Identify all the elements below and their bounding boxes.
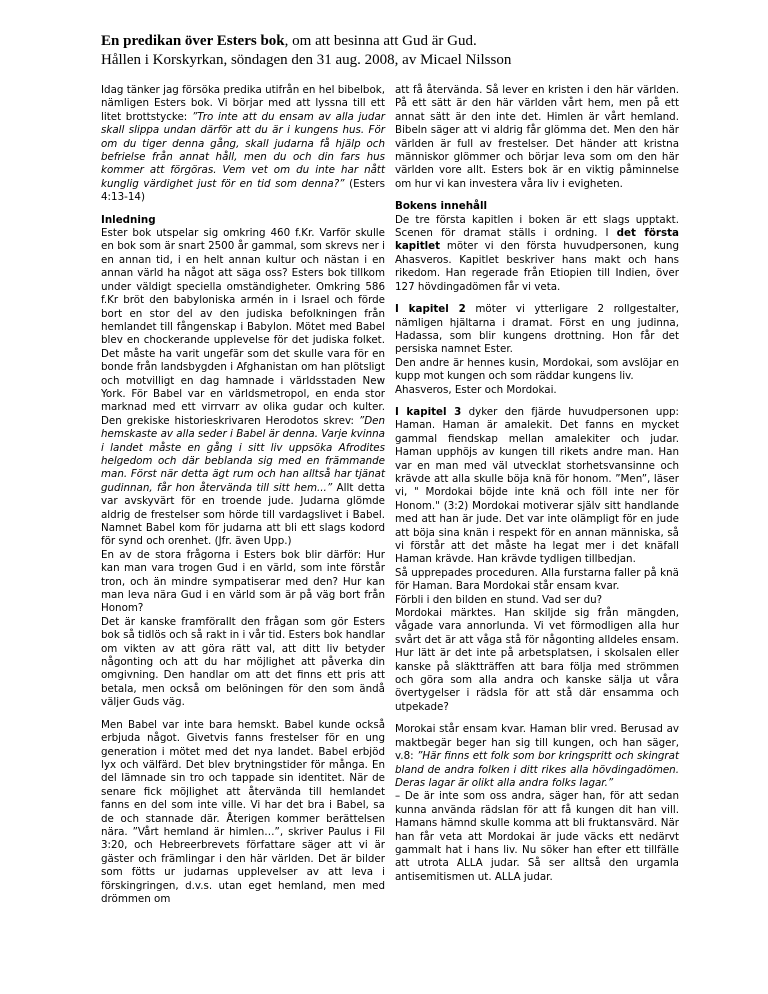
timeless-paragraph: Det är kanske framförallt den frågan som gör Esters bok så tidlös och så rakt in i vår tid. Esters bok handlar om vikten av att göra rätt val, att ditt liv betyder någonting och att du har möjlighet att påverka din omgivning. Den handlar om att det finns ett pris att betala, men också om belöningen för den som ändå väljer Guds väg. xyxy=(101,615,385,709)
inledning-text: Ester bok utspelar sig omkring 460 f.Kr. Varför skulle en bok som är snart 2500 år gammal, som skrevs ner i en annan tid, i en helt annan kultur och nästan i en annan värld ha något att säga oss? Esters bok tillkom under väldigt speciella omständigheter. Omkring 586 f.Kr bröt den babyloniska armén in i Israel och förde bort en stor del av den judiska befolkningen från hemlandet till fångenskap i Babylon. Mötet med Babel blev en chockerande upplevelse för det judiska folket. Det måste ha varit ungefär som det skulle vara för en bonde från landsbygden i Afghanistan om han plötsligt och motvilligt en dag hamnade i världsstaden New York. För Babel var en världsmetropol, en enda stor marknad med ett virrvarr av olika gudar och kulter. Den grekiske historieskrivaren Herodotos skrev: xyxy=(101,227,385,427)
procedure-line: Så upprepades proceduren. Alla furstarna faller på knä för Haman. Bara Mordokai står ensam kvar. xyxy=(395,566,679,593)
chapter-1-text-end: möter vi den första huvudpersonen, kung Ahasveros. Kapitlet beskriver hans makt och hans rikedom. Han regerade från Etiopien till Indien, över 127 hövdingadömen får vi veta. xyxy=(395,240,679,293)
characters-line: Ahasveros, Ester och Mordokai. xyxy=(395,383,557,396)
chapter-3-paragraph xyxy=(395,406,679,567)
haman-quote: ”Här finns ett folk som bor kringspritt och skingrat bland de andra folken i ditt rikes alla hövdingadömen. Deras lagar är olikt alla andra folks lagar.” xyxy=(395,750,679,789)
document-title xyxy=(101,32,701,51)
intro-paragraph xyxy=(101,84,385,205)
revenge-paragraph: – De är inte som oss andra, säger han, för att sedan kunna använda rädslan för att få kungen dit han vill. Hamans hämnd skulle komma att bli fruktansvärd. När han får veta att Mordokai är jude väcks ett nedärvt gammalt hat i hans liv. Nu söker han efter ett tillfälle att utrota ALLA judar. Så ser alltså den urgamla antisemitismen ut. ALLA judar. xyxy=(395,790,679,883)
haman-paragraph xyxy=(395,723,679,790)
inledning-paragraph xyxy=(101,227,385,549)
chapter-1-text: De tre första kapitlen i boken är ett slags upptakt. Scenen för dramat ställs i ordning. I xyxy=(395,213,679,240)
document-subtitle: Hållen i Korskyrkan, söndagen den 31 aug. 2008, av Micael Nilsson xyxy=(101,52,512,68)
image-question-line: Förbli i den bilden en stund. Vad ser du? xyxy=(395,593,603,606)
herodotos-quote: ”Den hemskaste av alla seder i Babel är denna. Varje kvinna i landet måste en gång i sitt liv uppsöka Afrodites helgedom och där beblanda sig med en främmande man. Först när detta ägt rum och han alltså har tjänat gudinnan, får hon återvända till sitt hem...” xyxy=(101,414,385,494)
intro-text: Idag tänker jag försöka predika utifrån en hel bibelbok, nämligen Esters bok. Vi börjar med att lyssna till ett litet brottstycke: xyxy=(101,84,385,123)
intro-quote: ”Tro inte att du ensam av alla judar skall slippa undan därför att du är i kungens hus. För om du tiger denna gång, skall judarna få hjälp och befrielse från annat håll, men du och din fars hus kommer att förgöras. Vem vet om du inte har nått kunglig värdighet just för en tid som denna?” xyxy=(101,110,385,190)
right-column xyxy=(395,84,679,884)
haman-text: Morokai står ensam kvar. Haman blir vred. Berusad av maktbegär beger han sig till kungen, och han säger, v.8: xyxy=(395,723,679,763)
document-header xyxy=(101,32,701,70)
intro-reference: (Esters 4:13-14) xyxy=(101,177,385,204)
section-heading-inledning: Inledning xyxy=(101,213,156,226)
mordokai-line: Den andre är hennes kusin, Mordokai, som avslöjar en kupp mot kungen och som räddar kungens liv. xyxy=(395,356,679,383)
chapter-1-bold: det första kapitlet xyxy=(395,227,679,253)
chapter-2-paragraph xyxy=(395,303,679,357)
section-heading-innehall: Bokens innehåll xyxy=(395,200,488,213)
return-paragraph: att få återvända. Så lever en kristen i den här världen. På ett sätt är den här världen vårt hem, men på ett annat sätt är den inte det. Himlen är vårt hemland. Bibeln säger att vi aldrig får glömma det. Men den här världen är full av frestelser. Det händer att kristna människor glömmer och börjar leva som om den här världen vore allt. Esters bok är en viktig påminnelse om hur vi kan investera våra liv i evigheten. xyxy=(395,84,679,190)
chapter-2-bold: I kapitel 2 xyxy=(395,303,466,316)
title-rest: , om att besinna att Gud är Gud. xyxy=(284,33,477,49)
stand-alone-paragraph: Mordokai märktes. Han skiljde sig från mängden, vågade vara annorlunda. Vi vet förmodligen alla hur svårt det är att våga stå för någonting alldeles ensam. Hur lätt är det inte på arbetsplatsen, i skolsalen eller kanske på släktträffen att bara följa med strömmen och göra som alla andra och kanske sälja ut våra övertygelser i rädsla för att stå där ensamma och utpekade? xyxy=(395,607,679,713)
chapter-2-text: möter vi ytterligare 2 rollgestalter, nämligen hjältarna i dramat. Först en ung judinna, Hadassa, som blir kungens drottning. Hon får det persiska namnet Ester. xyxy=(395,303,679,356)
chapter-3-bold: I kapitel 3 xyxy=(395,405,462,418)
chapter-3-text: dyker den fjärde huvudpersonen upp: Haman. Haman är amalekit. Det fanns en mycket gammal fiendskap mellan amalekiter och judar. Haman upphöjs av kungen till rikets andre man. Han var en man med väl utvecklat storhetsvansinne och krävde att alla skulle böja knä för honom. ”Men”, läser vi, " Mordokai böjde inte knä och föll inte ner för Honom." (3:2) Mordokai motiverar själv sitt handlande med att han är jude. Det var inte olämpligt för en jude att böja sina knän i respekt för en annan människa, så vi förstår att det måste ha legat mer i det knäfall Haman krävde. Han krävde tydligen tillbedjan. xyxy=(395,405,679,566)
question-paragraph: En av de stora frågorna i Esters bok blir därför: Hur kan man vara trogen Gud i en värld, som inte förstår tron, och än mindre sympatiserar med den? Hur kan man leva nära Gud i en värld som är på väg bort från Honom? xyxy=(101,548,385,615)
babel-paragraph: Men Babel var inte bara hemskt. Babel kunde också erbjuda något. Givetvis fanns frestelser för en ung generation i mötet med det nya landet. Babel erbjöd lyx och välfärd. Det blev brytningstider för många. En del lämnade sin tro och tappade sin identitet. När de senare fick möjlighet att återvända till hemlandet fanns en del som inte ville. Vi har det bra i Babel, sa de och stannade där. Återigen kommer berättelsen nära. ”Vårt hemland är himlen…”, skriver Paulus i Fil 3:20, och Hebreerbrevets författare säger att vi är gäster och främlingar i den här världen. Det är bilder som fötts ur judarnas upplevelser av att leva i förskingringen, d.v.s. utan eget hemland, men med drömmen om xyxy=(101,718,385,905)
left-column xyxy=(101,84,385,915)
title-bold: En predikan över Esters bok xyxy=(101,33,285,49)
chapter-1-paragraph xyxy=(395,214,679,294)
inledning-text-end: Allt detta var avskyvärt för en troende jude. Judarna glömde aldrig de frestelser som hörde till vardagslivet i Babel. Namnet Babel kom för judarna att bli ett slags kodord för synd och orenhet. (Jfr. även Upp.) xyxy=(101,481,385,548)
